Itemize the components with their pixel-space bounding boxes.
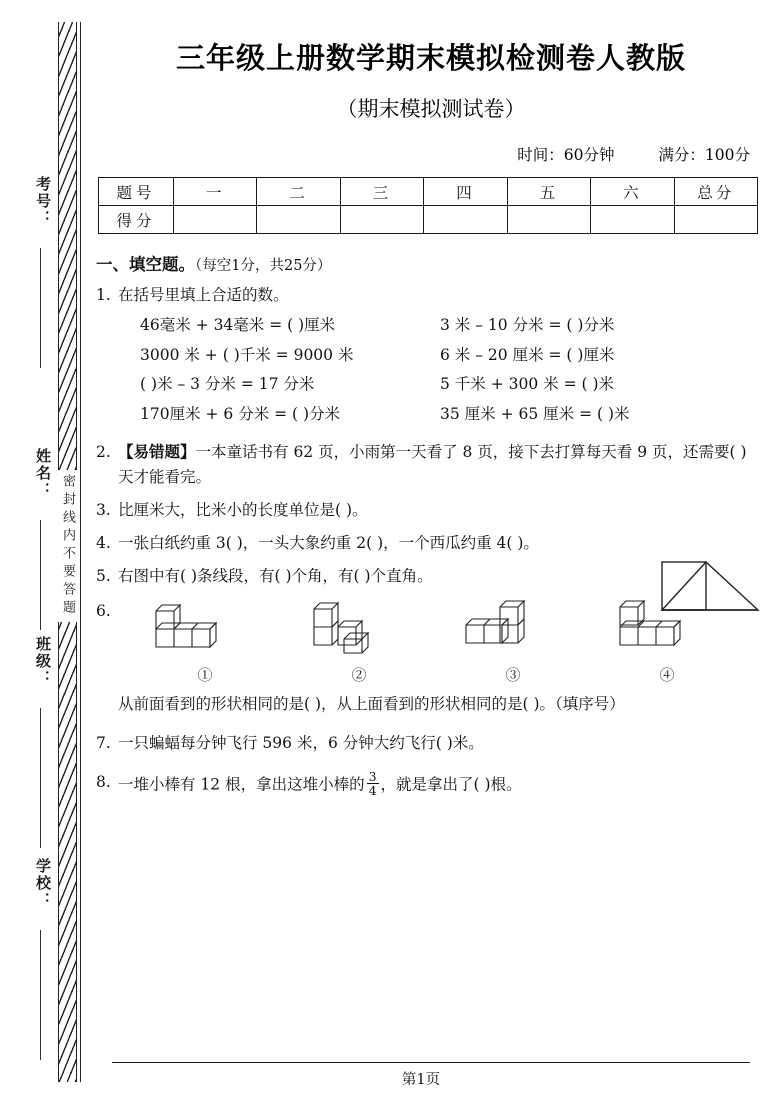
question-5 — [96, 564, 762, 589]
total-score-label: 满分：100分 — [658, 146, 750, 164]
question-6-figure-labels — [118, 661, 762, 687]
seal-label-class: 班级： — [34, 636, 52, 687]
cube-label-3: ③ — [505, 666, 521, 685]
seal-rule-4 — [40, 930, 41, 1060]
question-2 — [96, 440, 762, 490]
score-table-row-label-1: 得分 — [99, 206, 174, 234]
conversion-item[interactable]: 3000 米 + ( )千米 = 9000 米 — [140, 345, 354, 364]
question-6-text[interactable]: 从前面看到的形状相同的是( )，从上面看到的形状相同的是( )。（填序号） — [118, 694, 625, 713]
score-col-5: 五 — [507, 178, 590, 206]
seal-label-name: 姓名： — [34, 448, 52, 499]
question-2-text[interactable]: 一本童话书有 62 页，小雨第一天看了 8 页，接下去打算每天看 9 页，还需要( )天才能看完。 — [118, 442, 747, 486]
time-limit-label: 时间：60分钟 — [517, 146, 615, 164]
question-4-text[interactable]: 一张白纸约重 3( )，一头大象约重 2( )，一个西瓜约重 4( )。 — [118, 534, 539, 553]
section-points-label: （每空1分，共25分） — [195, 258, 332, 274]
score-cell-4[interactable] — [424, 206, 507, 234]
footer-divider — [112, 1062, 750, 1063]
fraction-numerator: 3 — [368, 768, 377, 784]
section-heading-fill-in-blanks — [96, 251, 780, 275]
score-col-2: 二 — [257, 178, 340, 206]
exam-meta — [92, 143, 750, 165]
cube-stack-1-icon — [146, 599, 264, 661]
seal-label-exam-number: 考号： — [34, 176, 52, 227]
seal-label-group — [14, 0, 54, 1103]
question-6-figures — [118, 599, 762, 661]
question-1-number: 1. — [96, 286, 111, 304]
conversion-item[interactable]: ( )米 – 3 分米 = 17 分米 — [140, 375, 315, 394]
question-4 — [96, 531, 762, 556]
question-8-text-after[interactable]: ，就是拿出了( )根。 — [380, 775, 522, 794]
score-col-6: 六 — [591, 178, 674, 206]
page-title: 三年级上册数学期末模拟检测卷人教版 — [175, 41, 686, 75]
cube-stack-2-icon — [300, 599, 418, 661]
question-2-difficulty-tag: 【易错题】 — [118, 442, 196, 461]
question-4-number: 4. — [96, 534, 111, 553]
conversion-item[interactable]: 35 厘米 + 65 厘米 = ( )米 — [440, 405, 630, 424]
score-table-row-label-0: 题号 — [99, 178, 174, 206]
question-6-number: 6. — [96, 602, 111, 621]
page-subtitle: （期末模拟测试卷） — [336, 97, 526, 121]
score-cell-3[interactable] — [340, 206, 423, 234]
score-table-value-row — [99, 206, 758, 234]
cube-stack-4-icon — [608, 599, 726, 661]
conversion-item[interactable]: 3 米 – 10 分米 = ( )分米 — [440, 316, 615, 335]
cube-label-4: ④ — [659, 666, 675, 685]
seal-label-school: 学校： — [34, 858, 52, 909]
cube-label-2: ② — [351, 666, 367, 685]
seal-line-text: 密封线内不要答题 — [56, 470, 77, 622]
question-7-text[interactable]: 一只蝙蝠每分钟飞行 596 米，6 分钟大约飞行( )米。 — [118, 733, 484, 752]
question-3-number: 3. — [96, 500, 111, 519]
score-cell-1[interactable] — [174, 206, 257, 234]
fraction-three-quarters — [367, 770, 379, 797]
seal-sidebar — [0, 0, 92, 1103]
question-6 — [96, 599, 762, 716]
score-cell-total[interactable] — [674, 206, 757, 234]
question-5-number: 5. — [96, 567, 111, 586]
score-cell-2[interactable] — [257, 206, 340, 234]
question-3-text[interactable]: 比厘米大，比米小的长度单位是( )。 — [118, 500, 368, 519]
seal-outer-rule — [80, 22, 81, 1082]
exam-sheet — [92, 0, 780, 1103]
seal-rule-1 — [40, 248, 41, 368]
conversion-item[interactable]: 170厘米 + 6 分米 = ( )分米 — [140, 405, 341, 424]
cube-stack-3-icon — [454, 599, 572, 661]
question-7-number: 7. — [96, 733, 111, 752]
cube-label-1: ① — [197, 666, 213, 685]
score-table — [98, 177, 758, 234]
seal-rule-2 — [40, 520, 41, 630]
score-cell-5[interactable] — [507, 206, 590, 234]
question-8 — [96, 768, 762, 798]
question-1 — [96, 283, 762, 428]
question-1-conversions — [140, 312, 762, 428]
question-7 — [96, 731, 762, 756]
conversion-item[interactable]: 5 千米 + 300 米 = ( )米 — [440, 375, 615, 394]
question-8-text-before: 一堆小棒有 12 根，拿出这堆小棒的 — [118, 775, 365, 794]
score-col-1: 一 — [174, 178, 257, 206]
seal-rule-3 — [40, 708, 41, 848]
score-table-header-row — [99, 178, 758, 206]
fraction-denominator: 4 — [368, 782, 377, 798]
question-3 — [96, 498, 762, 523]
question-8-number: 8. — [96, 772, 111, 791]
page-number: 第1页 — [401, 1072, 441, 1088]
score-cell-6[interactable] — [591, 206, 674, 234]
section-heading-label: 一、填空题。 — [96, 255, 195, 274]
score-col-4: 四 — [424, 178, 507, 206]
score-col-total: 总分 — [674, 178, 757, 206]
conversion-item[interactable]: 6 米 – 20 厘米 = ( )厘米 — [440, 345, 615, 364]
question-2-number: 2. — [96, 442, 111, 461]
question-1-text: 在括号里填上合适的数。 — [118, 286, 289, 304]
conversion-item[interactable]: 46毫米 + 34毫米 = ( )厘米 — [140, 316, 336, 335]
score-col-3: 三 — [340, 178, 423, 206]
question-5-text[interactable]: 右图中有( )条线段，有( )个角，有( )个直角。 — [118, 567, 433, 586]
